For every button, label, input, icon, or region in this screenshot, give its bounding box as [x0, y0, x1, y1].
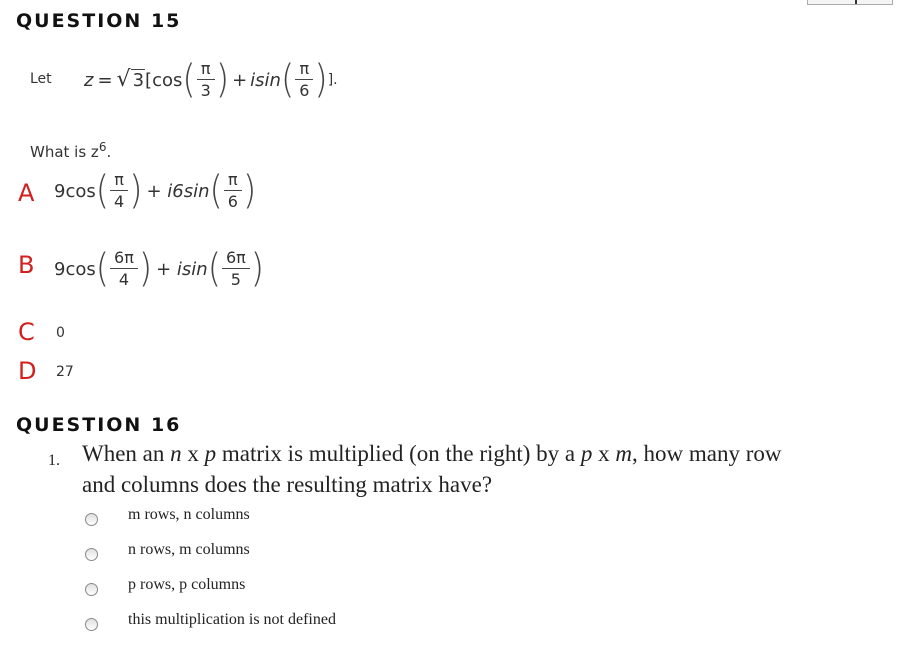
isin-word: isin [250, 69, 281, 91]
option-d-letter: D [18, 357, 37, 385]
denominator: 6 [299, 81, 310, 100]
prompt-exponent: 6 [98, 140, 107, 154]
option-b-fraction-1 [110, 250, 138, 288]
right-paren: ) [242, 168, 257, 214]
option-a-letter: A [18, 179, 35, 207]
numerator: π [299, 59, 310, 78]
option-c-text[interactable]: 0 [56, 325, 65, 341]
choice-label-1[interactable]: m rows, n columns [128, 506, 250, 523]
choice-radio-2[interactable] [85, 548, 98, 561]
question-prompt [30, 140, 111, 161]
plus-sign: + [232, 69, 248, 91]
option-a-fraction-2 [224, 172, 242, 210]
option-c-letter: C [18, 318, 35, 346]
denominator: 4 [118, 270, 130, 289]
numerator: π [114, 170, 124, 189]
question-number: 1. [48, 452, 60, 469]
option-a[interactable] [54, 168, 256, 214]
cos-word: cos [152, 69, 183, 91]
scrollbar-thumb[interactable] [855, 0, 857, 4]
option-d-text[interactable]: 27 [56, 364, 74, 380]
radical-sign: √ [116, 67, 131, 92]
option-a-coef: 9cos [54, 180, 96, 202]
question-15-heading: QUESTION 15 [16, 10, 182, 32]
fraction-pi-6 [295, 61, 313, 99]
var-p: p [580, 441, 593, 466]
close-bracket: ]. [327, 72, 338, 88]
equals-sign: = [97, 69, 113, 91]
z-definition [84, 58, 338, 102]
text-fragment: , how many row [632, 441, 782, 466]
option-b-coef: 9cos [54, 258, 96, 280]
left-paren: ( [209, 168, 223, 214]
right-paren: ) [250, 246, 265, 292]
sqrt-expression [117, 69, 145, 91]
top-scrollbar[interactable] [807, 0, 893, 5]
fraction-pi-3 [197, 61, 215, 99]
left-paren: ( [95, 168, 110, 214]
left-paren: ( [95, 246, 110, 292]
numerator: π [200, 59, 211, 78]
radicand: 3 [132, 70, 145, 91]
option-b-letter: B [18, 251, 35, 279]
denominator: 5 [230, 270, 241, 289]
prompt-text: What is z [30, 143, 99, 161]
question-16-heading: QUESTION 16 [16, 414, 182, 436]
var-p: p [204, 441, 217, 466]
var-m: m [615, 441, 633, 466]
option-a-mid: + i6sin [146, 180, 210, 202]
left-paren: ( [182, 57, 196, 103]
let-label: Let [30, 71, 52, 87]
prompt-end: . [106, 143, 112, 161]
right-paren: ) [314, 57, 328, 103]
text-fragment: When an [82, 441, 171, 466]
text-fragment: matrix is multiplied (on the right) by a [216, 441, 581, 466]
option-b-mid: + isin [156, 258, 208, 280]
choice-radio-3[interactable] [85, 583, 98, 596]
numerator: 6π [225, 248, 246, 267]
text-fragment: x [592, 441, 616, 466]
right-paren: ) [138, 246, 153, 292]
open-bracket: [ [145, 69, 153, 91]
denominator: 4 [114, 192, 125, 211]
numerator: 6π [114, 248, 134, 267]
text-fragment: x [181, 441, 205, 466]
choice-radio-1[interactable] [85, 513, 98, 526]
choice-label-2[interactable]: n rows, m columns [128, 541, 250, 558]
option-b[interactable] [54, 244, 264, 294]
question-16-line-2: and columns does the resulting matrix have? [82, 472, 493, 497]
denominator: 3 [200, 81, 211, 100]
var-n: n [170, 441, 182, 466]
numerator: π [228, 170, 238, 189]
choice-label-3[interactable]: p rows, p columns [128, 576, 246, 593]
denominator: 6 [227, 192, 238, 211]
choice-label-4[interactable]: this multiplication is not defined [128, 611, 336, 628]
left-paren: ( [280, 57, 295, 103]
option-a-fraction-1 [110, 172, 128, 210]
left-paren: ( [207, 246, 221, 292]
z-variable: z [84, 69, 94, 91]
right-paren: ) [129, 168, 143, 214]
option-b-fraction-2 [222, 250, 250, 288]
choice-radio-4[interactable] [85, 618, 98, 631]
right-paren: ) [215, 57, 230, 103]
question-16-line-1 [82, 441, 782, 467]
